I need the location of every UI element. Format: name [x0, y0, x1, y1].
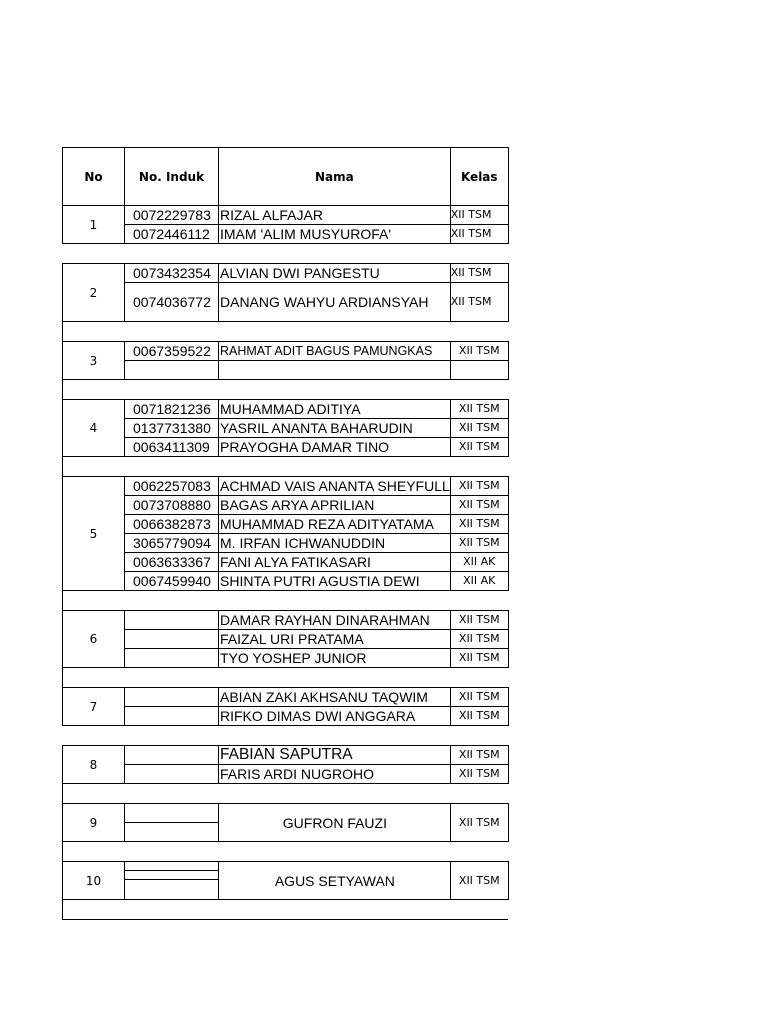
- kelas-cell: XII TSM: [450, 688, 508, 707]
- induk-cell: 0072446112: [125, 225, 219, 244]
- kelas-cell: XII TSM: [450, 649, 508, 668]
- kelas-cell: XII TSM: [450, 400, 508, 419]
- nama-cell: RIFKO DIMAS DWI ANGGARA: [219, 707, 451, 726]
- group-number: 6: [63, 611, 125, 668]
- spacer-row: [63, 322, 509, 342]
- kelas-cell: XII TSM: [450, 630, 508, 649]
- induk-cell: [125, 823, 219, 842]
- kelas-cell: XII TSM: [450, 438, 508, 457]
- header-no: No: [63, 148, 125, 206]
- group-number: 8: [63, 746, 125, 784]
- kelas-cell: [450, 361, 508, 380]
- induk-cell: 0073432354: [125, 264, 219, 283]
- nama-cell: BAGAS ARYA APRILIAN: [219, 496, 451, 515]
- spacer-row: [63, 842, 509, 862]
- nama-cell: PRAYOGHA DAMAR TINO: [219, 438, 451, 457]
- kelas-cell: XII TSM: [450, 225, 508, 244]
- group-number: 1: [63, 206, 125, 244]
- group-number: 5: [63, 477, 125, 591]
- nama-cell: YASRIL ANANTA BAHARUDIN: [219, 419, 451, 438]
- group-number: 2: [63, 264, 125, 322]
- nama-cell: FAIZAL URI PRATAMA: [219, 630, 451, 649]
- nama-cell: FARIS ARDI NUGROHO: [219, 765, 451, 784]
- induk-cell: 0063411309: [125, 438, 219, 457]
- kelas-cell: XII TSM: [450, 206, 508, 225]
- table-row: [63, 361, 509, 380]
- spacer-row: [63, 900, 509, 920]
- nama-cell: ABIAN ZAKI AKHSANU TAQWIM: [219, 688, 451, 707]
- group-number: 7: [63, 688, 125, 726]
- table-row: [63, 553, 509, 572]
- induk-cell: [125, 649, 219, 668]
- induk-cell: [125, 630, 219, 649]
- induk-cell: [125, 611, 219, 630]
- table-row: [63, 264, 509, 283]
- kelas-cell: XII TSM: [450, 611, 508, 630]
- induk-cell: 0067359522: [125, 342, 219, 361]
- nama-cell: M. IRFAN ICHWANUDDIN: [219, 534, 451, 553]
- table-row: [63, 206, 509, 225]
- kelas-cell: XII TSM: [450, 804, 508, 842]
- table-row: [63, 630, 509, 649]
- student-table-sheet: [62, 147, 509, 920]
- nama-cell: [219, 361, 451, 380]
- spacer-row: [63, 726, 509, 746]
- kelas-cell: XII TSM: [450, 765, 508, 784]
- induk-cell: [125, 871, 219, 880]
- induk-cell: 0063633367: [125, 553, 219, 572]
- nama-cell: AGUS SETYAWAN: [219, 862, 451, 900]
- group-number: 9: [63, 804, 125, 842]
- table-row: [63, 572, 509, 591]
- induk-cell: 0062257083: [125, 477, 219, 496]
- nama-cell: MUHAMMAD REZA ADITYATAMA: [219, 515, 451, 534]
- table-row: [63, 534, 509, 553]
- kelas-cell: XII TSM: [450, 707, 508, 726]
- induk-cell: [125, 765, 219, 784]
- kelas-cell: XII TSM: [450, 283, 508, 322]
- table-row: [63, 496, 509, 515]
- kelas-cell: XII AK: [450, 553, 508, 572]
- spacer-row: [63, 591, 509, 611]
- induk-cell: [125, 707, 219, 726]
- spacer-row: [63, 380, 509, 400]
- kelas-cell: XII TSM: [450, 534, 508, 553]
- header-nama: Nama: [219, 148, 451, 206]
- kelas-cell: XII TSM: [450, 264, 508, 283]
- spacer-row: [63, 457, 509, 477]
- nama-cell: TYO YOSHEP JUNIOR: [219, 649, 451, 668]
- induk-cell: 0137731380: [125, 419, 219, 438]
- spacer-row: [63, 668, 509, 688]
- kelas-cell: XII TSM: [450, 746, 508, 765]
- table-row: [63, 225, 509, 244]
- nama-cell: ALVIAN DWI PANGESTU: [219, 264, 451, 283]
- kelas-cell: XII TSM: [450, 419, 508, 438]
- group-number: 3: [63, 342, 125, 380]
- nama-cell: GUFRON FAUZI: [219, 804, 451, 842]
- nama-cell: RIZAL ALFAJAR: [219, 206, 451, 225]
- induk-cell: [125, 688, 219, 707]
- table-row: [63, 342, 509, 361]
- nama-cell: DANANG WAHYU ARDIANSYAH: [219, 283, 451, 322]
- induk-cell: 0072229783: [125, 206, 219, 225]
- table-row: [63, 862, 509, 871]
- group-number: 10: [63, 862, 125, 900]
- induk-cell: 0074036772: [125, 283, 219, 322]
- spacer-row: [63, 244, 509, 264]
- table-row: [63, 438, 509, 457]
- table-row: [63, 804, 509, 823]
- nama-cell: IMAM 'ALIM MUSYUROFA': [219, 225, 451, 244]
- induk-cell: [125, 361, 219, 380]
- nama-cell: ACHMAD VAIS ANANTA SHEYFULL: [220, 478, 450, 494]
- nama-cell: MUHAMMAD ADITIYA: [219, 400, 451, 419]
- table-row: [63, 765, 509, 784]
- table-row: [63, 707, 509, 726]
- table-row: [63, 688, 509, 707]
- nama-cell: FABIAN SAPUTRA: [219, 746, 451, 765]
- spacer-row: [63, 784, 509, 804]
- induk-cell: [125, 804, 219, 823]
- nama-cell: FANI ALYA FATIKASARI: [219, 553, 451, 572]
- group-number: 4: [63, 400, 125, 457]
- induk-cell: [125, 746, 219, 765]
- table-row: [63, 419, 509, 438]
- table-row: [63, 400, 509, 419]
- induk-cell: [125, 880, 219, 900]
- student-table: [62, 147, 509, 920]
- nama-cell: SHINTA PUTRI AGUSTIA DEWI: [219, 572, 451, 591]
- table-row: [63, 649, 509, 668]
- kelas-cell: XII TSM: [450, 342, 508, 361]
- header-kelas: Kelas: [450, 148, 508, 206]
- induk-cell: 0067459940: [125, 572, 219, 591]
- table-row: [63, 746, 509, 765]
- nama-cell: DAMAR RAYHAN DINARAHMAN: [219, 611, 451, 630]
- table-row: [63, 611, 509, 630]
- kelas-cell: XII TSM: [450, 862, 508, 900]
- nama-cell: RAHMAT ADIT BAGUS PAMUNGKAS: [219, 342, 451, 361]
- induk-cell: 3065779094: [125, 534, 219, 553]
- induk-cell: 0066382873: [125, 515, 219, 534]
- kelas-cell: XII AK: [450, 572, 508, 591]
- table-row: [63, 283, 509, 322]
- induk-cell: [125, 862, 219, 871]
- header-row: [63, 148, 509, 206]
- kelas-cell: XII TSM: [450, 496, 508, 515]
- induk-cell: 0073708880: [125, 496, 219, 515]
- kelas-cell: XII TSM: [450, 477, 508, 496]
- table-row: [63, 477, 509, 496]
- kelas-cell: XII TSM: [450, 515, 508, 534]
- table-row: [63, 515, 509, 534]
- header-induk: No. Induk: [125, 148, 219, 206]
- induk-cell: 0071821236: [125, 400, 219, 419]
